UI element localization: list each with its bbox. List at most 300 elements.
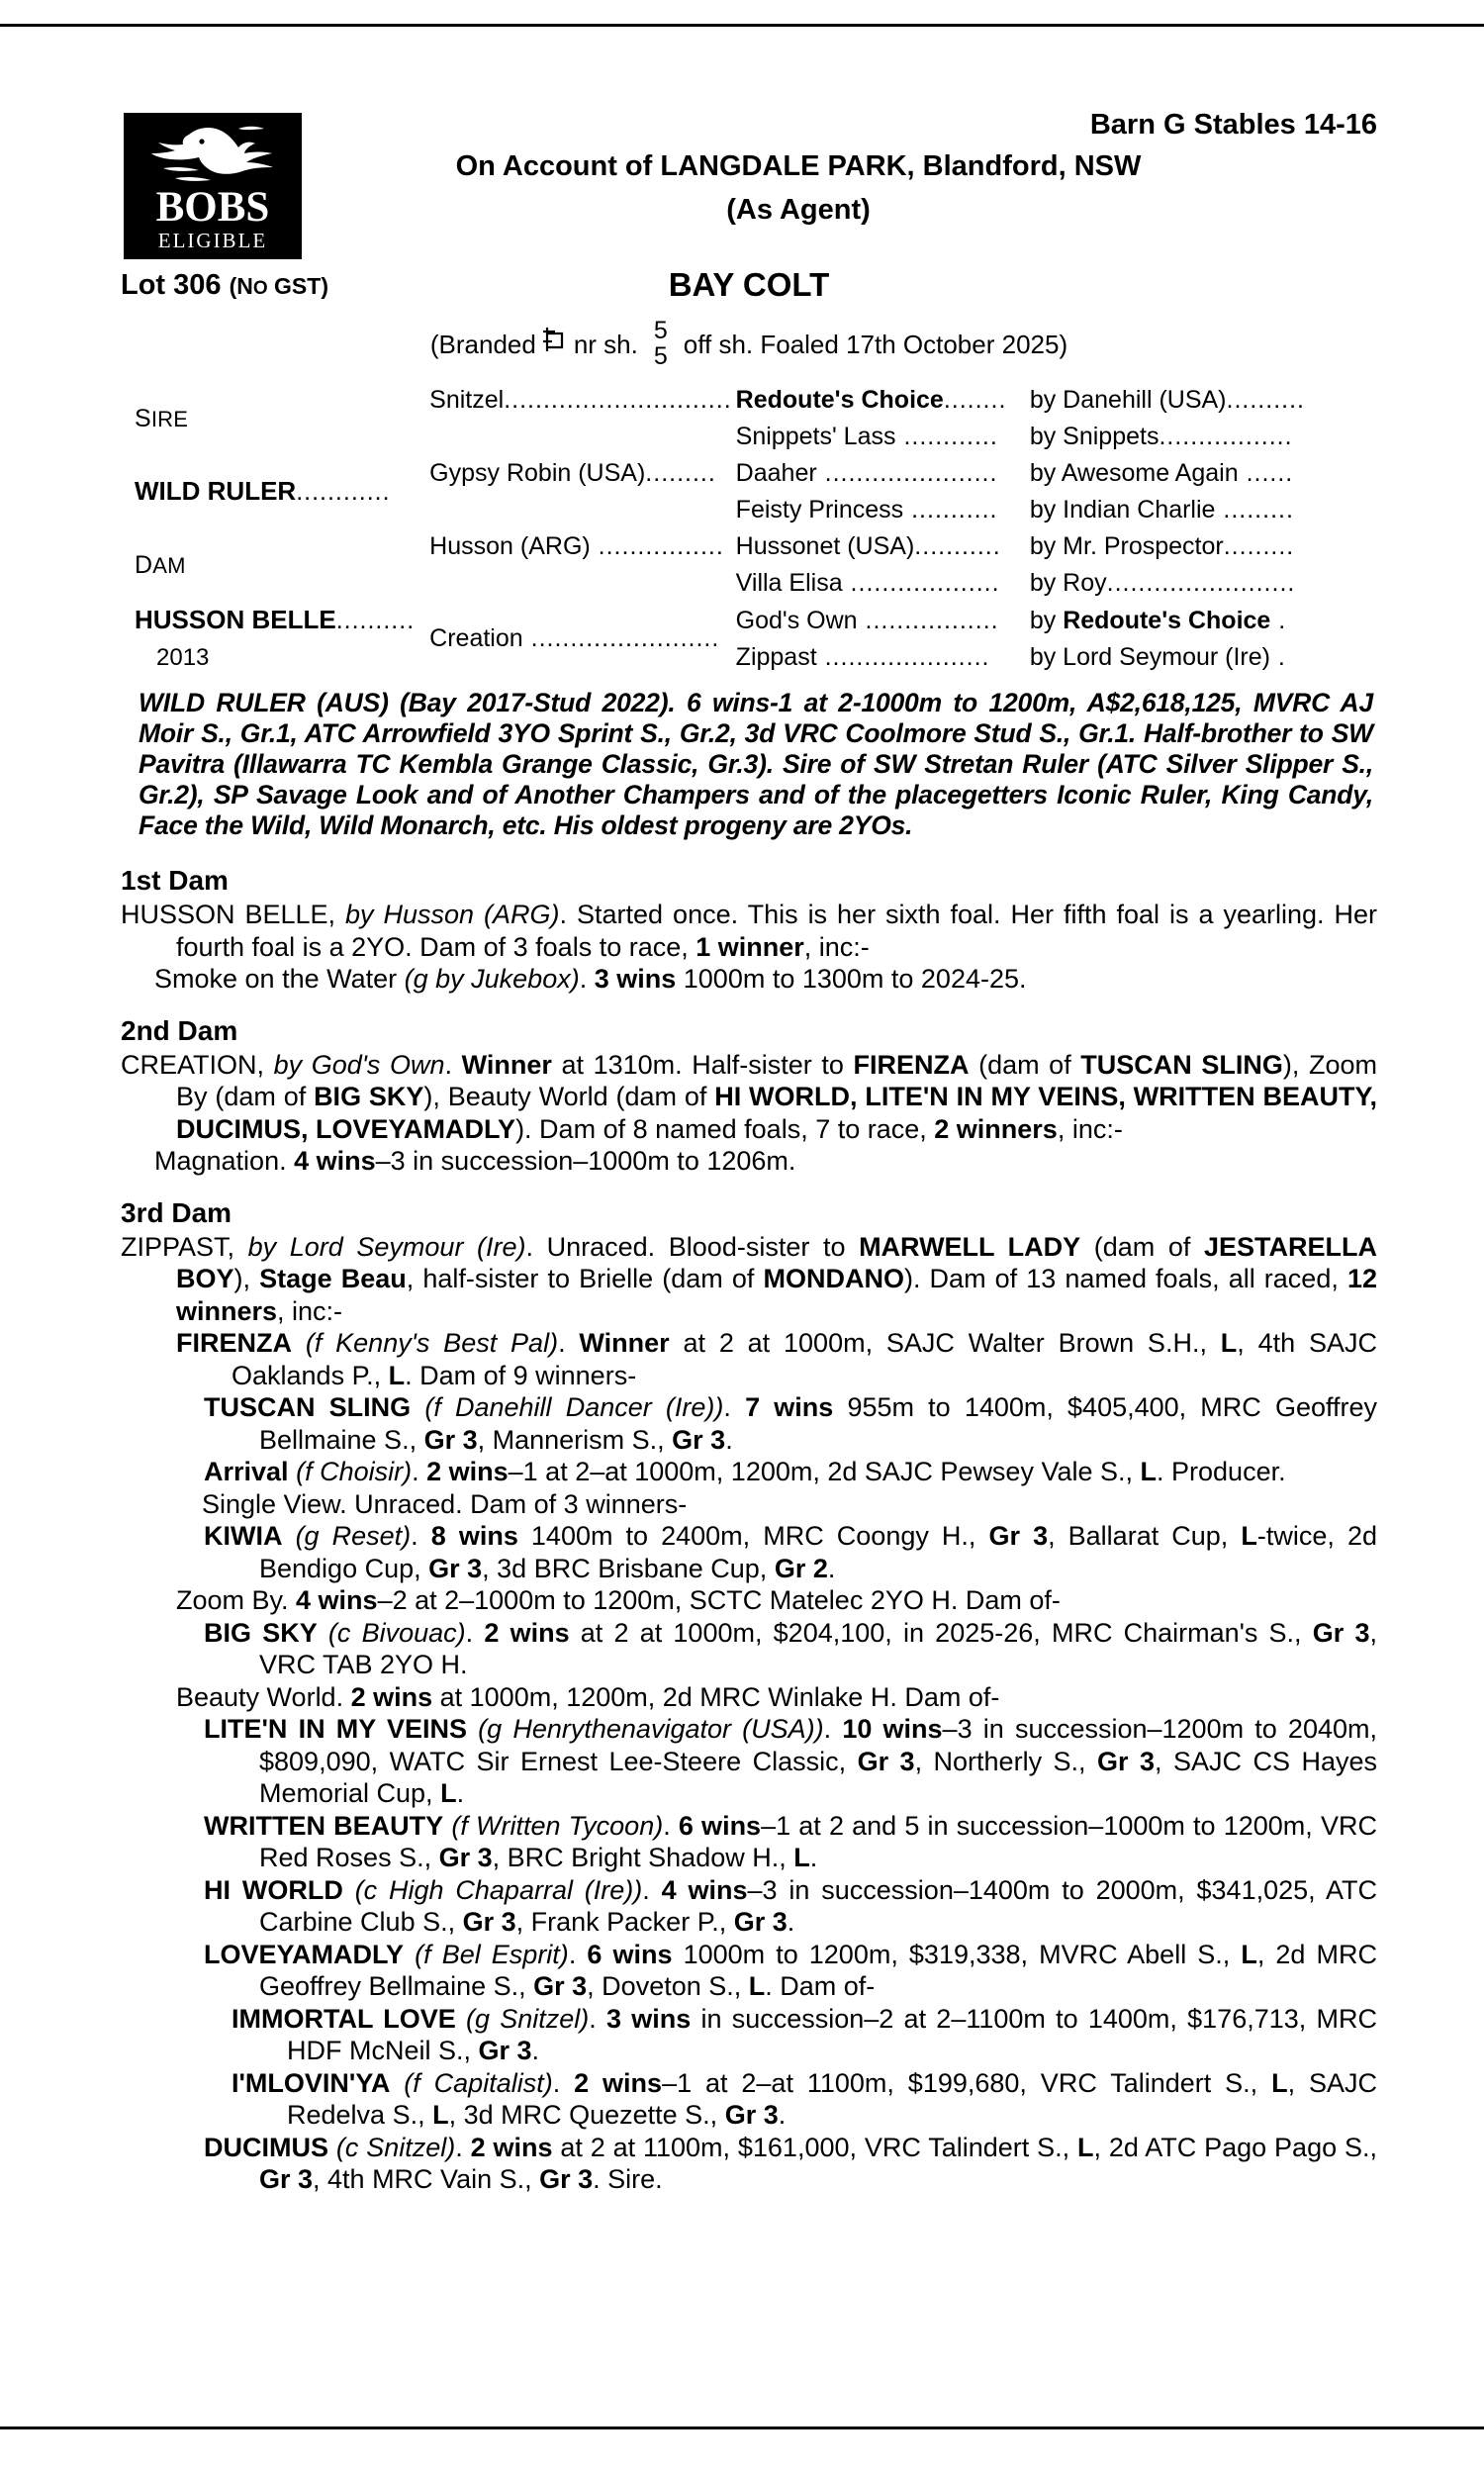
text-run: Gr 3 (259, 2164, 314, 2194)
brand-number-top: 5 (653, 317, 668, 344)
text-run: FIRENZA (176, 1328, 292, 1358)
text-run: by Lord Seymour (Ire) (247, 1231, 526, 1262)
text-run: Gr 3 (1312, 1617, 1370, 1648)
text-run: , 4th MRC Vain S., (313, 2164, 540, 2194)
text-run: –1 at 2–at 1100m, $199,680, VRC Talindert S., (662, 2067, 1272, 2098)
text-run (411, 1392, 424, 1422)
text-run: , SAJC CS Hayes Memorial Cup, (259, 1746, 1378, 1808)
dots: ........ (943, 386, 1007, 414)
brand-number-stack (638, 319, 684, 369)
pedigree-entry (121, 1520, 1377, 1584)
pedigree-entry (121, 1584, 1377, 1617)
pedigree-entry (121, 1488, 1377, 1521)
text-run (390, 2068, 404, 2098)
page-content (121, 95, 1377, 2196)
text-run: CREATION, (121, 1049, 274, 1080)
text-run: Gr 3 (428, 1553, 483, 1583)
text-run: (g by Jukebox) (404, 964, 580, 994)
text-run: . (558, 1328, 580, 1358)
pedigree-entry (121, 899, 1377, 963)
page-header (121, 95, 1377, 265)
text-run: Gr 3 (724, 2100, 779, 2130)
text-run: 2 wins (426, 1457, 509, 1486)
text-run: (f Choisir) (296, 1457, 413, 1486)
text-run: . Producer. (1157, 1457, 1286, 1486)
ggp-by-cell: by Redoute's Choice . (1029, 606, 1287, 634)
dots: ............ (895, 423, 998, 450)
lot-row (121, 266, 1377, 319)
text-run: BIG SKY (314, 1082, 424, 1111)
text-run: (f Bel Esprit) (415, 1939, 569, 1969)
sire-label: SIRE (135, 404, 189, 432)
text-run: Zoom By. (176, 1585, 297, 1615)
text-run: , Doveton S., (587, 1971, 749, 2001)
dots: ........................ (522, 624, 720, 652)
text-run: Gr 3 (478, 2036, 532, 2065)
pedigree-table (121, 382, 1377, 676)
pedigree-entry (121, 1681, 1377, 1714)
text-run: Magnation. (154, 1146, 295, 1176)
text-run: L (1241, 1521, 1257, 1551)
text-run: , Frank Packer P., (515, 1907, 734, 1937)
text-run: . (444, 1049, 462, 1080)
bobs-eligible-logo (124, 113, 302, 259)
pedigree-row (121, 528, 1377, 565)
text-run: . (823, 1714, 843, 1744)
text-run: 6 wins (678, 1810, 762, 1841)
pedigree-entry (121, 1049, 1377, 1146)
pedigree-entry (121, 1810, 1377, 1874)
dots: ..................... (816, 643, 990, 671)
dam-heading: 2nd Dam (121, 1014, 238, 1046)
as-agent-label: (As Agent) (726, 194, 871, 226)
text-run (318, 1618, 328, 1648)
pedigree-entry (121, 1456, 1377, 1488)
dam-sections (121, 865, 1377, 2196)
text-run: ). Dam of 13 named foals, all raced, (903, 1264, 1347, 1293)
ggp-by: by Indian Charlie (1029, 496, 1216, 523)
text-run: 1 winner (696, 931, 804, 962)
text-run: ), Zoom By (dam of (176, 1049, 1377, 1111)
text-run: Smoke on the Water (154, 964, 405, 994)
text-run: –3 in succession–1200m to 2040m, $809,090, WATC Sir Ernest Lee-Steere Classic, (259, 1714, 1377, 1776)
text-run: 2 winners (934, 1113, 1058, 1144)
text-run: Winner (579, 1328, 670, 1358)
ggp-by-cell (1030, 419, 1377, 455)
text-run: L (388, 1360, 406, 1390)
text-run: DUCIMUS (204, 2132, 328, 2162)
text-run: L (1140, 1457, 1158, 1486)
ggp-cell (736, 455, 1030, 492)
pedigree-entry (121, 2067, 1377, 2132)
text-run: . (809, 1843, 818, 1872)
text-run: . Dam of- (765, 1971, 876, 2001)
text-run: Gr 3 (438, 1843, 493, 1872)
ggp-cell (736, 565, 1030, 602)
text-run: 1000m to 1200m, $319,338, MVRC Abell S., (672, 1939, 1242, 1969)
dots: ................ (590, 532, 724, 560)
brand-symbol-icon (536, 325, 574, 360)
text-run: HUSSON BELLE, (121, 900, 346, 929)
text-run: –3 in succession–1000m to 1206m. (375, 1146, 796, 1176)
dots: .......... (335, 607, 416, 634)
text-run (343, 1875, 355, 1905)
sire-name-cell (121, 455, 429, 528)
text-run: L (1241, 1939, 1257, 1969)
dots: ................. (1159, 423, 1293, 450)
text-run: at 2 at 1000m, SAJC Walter Brown S.H., (669, 1328, 1221, 1358)
text-run: –1 at 2–at 1000m, 1200m, 2d SAJC Pewsey Vale S., (508, 1457, 1141, 1486)
text-run: ). Dam of 8 named foals, 7 to race, (515, 1113, 935, 1144)
pedigree-row (121, 455, 1377, 492)
dam-year-cell (121, 639, 429, 676)
text-run: at 2 at 1100m, $161,000, VRC Talindert S., (552, 2132, 1078, 2162)
text-run: ), Beauty World (dam of (423, 1082, 715, 1111)
text-run: . Dam of 9 winners- (405, 1360, 637, 1390)
text-run: . Sire. (593, 2164, 663, 2194)
text-run: , half-sister to Brielle (dam of (406, 1264, 764, 1293)
text-run: (dam of (969, 1049, 1081, 1080)
text-run: . (552, 2067, 575, 2098)
text-run: in succession–2 at 2–1100m to 1400m, $176,713, MRC HDF McNeil S., (287, 2003, 1377, 2065)
text-run: (f Danehill Dancer (Ire)) (424, 1392, 724, 1422)
ggp-by-cell (1030, 455, 1377, 492)
text-run: MARWELL LADY (859, 1231, 1081, 1262)
sire-sire-cell-blank (429, 419, 736, 455)
text-run: 955m to 1400m, $405,400, MRC Geoffrey Bellmaine S., (259, 1392, 1378, 1455)
text-run: (f Capitalist) (404, 2067, 553, 2098)
text-run: . (723, 1392, 746, 1422)
text-run: (f Kenny's Best Pal) (305, 1328, 559, 1358)
ggp-name: Feisty Princess (735, 496, 904, 523)
text-run: Gr 3 (988, 1521, 1049, 1551)
ggp-by-cell (1030, 528, 1377, 565)
dam-label: DAM (135, 550, 186, 579)
sire-sire-cell (429, 382, 736, 419)
text-run (404, 1940, 415, 1969)
text-run: , inc:- (803, 931, 870, 962)
text-run: 3 wins (594, 964, 677, 994)
text-run: L (748, 1971, 766, 2001)
text-run: ), (233, 1264, 260, 1293)
ggp-name: God's Own (735, 606, 858, 634)
text-run: I'MLOVIN'YA (232, 2067, 391, 2098)
ggp-by: by Roy (1029, 569, 1107, 597)
dots: ......... (1223, 532, 1295, 560)
dam-sire-cell-blank (429, 565, 736, 602)
text-run: 1400m to 2400m, MRC Coongy H., (517, 1521, 989, 1551)
text-run: , Northerly S., (914, 1746, 1098, 1776)
dots: ............................. (504, 386, 732, 414)
ggp-cell (736, 602, 1030, 639)
text-run: . (579, 964, 595, 994)
text-run: Gr 3 (539, 2164, 594, 2194)
text-run: (dam of (1080, 1231, 1204, 1262)
ggp-name: Hussonet (USA) (735, 532, 915, 560)
text-run: Gr 3 (1097, 1746, 1156, 1776)
text-run: , Mannerism S., (477, 1424, 673, 1455)
text-run: . (642, 1874, 662, 1905)
text-run: . (827, 1553, 836, 1583)
dots: ................. (857, 606, 999, 634)
text-run: MONDANO (763, 1264, 904, 1293)
text-run: , Ballarat Cup, (1048, 1521, 1242, 1551)
text-run: , 2d ATC Pago Pago S., (1093, 2132, 1377, 2162)
text-run: by Husson (ARG) (345, 900, 560, 929)
text-run: Gr 3 (462, 1907, 516, 1937)
dots: . (1270, 606, 1287, 634)
dots: ........... (903, 496, 998, 523)
bobs-wordmark: BOBS (155, 184, 270, 231)
text-run: (c High Chaparral (Ire)) (354, 1874, 643, 1905)
pedigree-entry (121, 963, 1377, 996)
text-run: . (568, 1939, 588, 1969)
text-run: (f Written Tycoon) (451, 1810, 664, 1841)
text-run: (g Snitzel) (465, 2003, 590, 2034)
colour-and-sex: BAY COLT (668, 266, 830, 303)
ggp-by-bold: Redoute's Choice (1063, 606, 1271, 634)
text-run (328, 2133, 336, 2162)
text-run: 4 wins (294, 1146, 376, 1176)
text-run: Gr 3 (423, 1424, 478, 1455)
text-run: , BRC Bright Shadow H., (492, 1843, 794, 1872)
pedigree-entry (121, 1617, 1377, 1681)
text-run: 6 wins (587, 1939, 673, 1969)
dam-heading: 3rd Dam (121, 1196, 232, 1228)
text-run: . (589, 2003, 606, 2034)
text-run: Gr 3 (672, 1424, 726, 1455)
dots: ......... (1215, 496, 1294, 523)
text-run: . (787, 1907, 795, 1937)
bobs-eligible-label: ELIGIBLE (157, 229, 268, 252)
text-run: –2 at 2–1000m to 1200m, SCTC Matelec 2YO H. Dam of- (377, 1585, 1061, 1615)
text-run: (c Snitzel) (335, 2132, 456, 2162)
pedigree-row (121, 382, 1377, 419)
text-run: Winner (461, 1049, 552, 1080)
text-run: 2 wins (470, 2132, 553, 2162)
gst-note: (NO GST) (229, 273, 328, 299)
text-run: L (1220, 1328, 1238, 1358)
dots: ...................... (816, 459, 998, 487)
bottom-rule (0, 2426, 1484, 2429)
ggp-cell (736, 382, 1030, 419)
text-run: 7 wins (745, 1392, 834, 1422)
text-run: JESTARELLA BOY (176, 1231, 1378, 1293)
text-run: 1000m to 1300m to 2024-25. (676, 964, 1027, 994)
text-run: . Started once. This is her sixth foal. Her fifth foal is a yearling. Her fourth foal is a 2YO. Dam of 3 foals to race, (176, 900, 1378, 962)
text-run: L (432, 2100, 449, 2130)
branded-prefix: (Branded (429, 329, 536, 359)
dam-sire-name: Husson (ARG) (429, 532, 591, 560)
dots: ................... (842, 569, 1000, 597)
text-run: at 1310m. Half-sister to (551, 1049, 854, 1080)
text-run (456, 2004, 466, 2034)
text-run: TUSCAN SLING (204, 1392, 412, 1422)
sire-summary-paragraph: WILD RULER (AUS) (Bay 2017-Stud 2022). 6 wins-1 at 2-1000m to 1200m, A$2,618,125, MVRC AJ Moir S., Gr.1, ATC Arrowfield 3YO Sprint S., Gr.2, 3d VRC Coolmore Stud S., Gr.1. Half-brother to SW Pavitra (Illawarra TC Kembla Grange Classic, Gr.3). Sire of SW Stretan Ruler (ATC Silver Slipper S., Gr.2), SP Savage Look and of Another Champers and of the placegetters Iconic Ruler, King Candy, Face the Wild, Wild Monarch, etc. His oldest progeny are 2YOs. (139, 688, 1373, 840)
text-run: (g Henrythenavigator (USA)) (478, 1714, 824, 1744)
pedigree-entry (121, 2003, 1377, 2067)
text-run: Gr 3 (533, 1971, 588, 2001)
text-run: . (465, 1617, 485, 1648)
sire-dam-name: Gypsy Robin (USA) (429, 459, 646, 487)
text-run: 2 wins (350, 1681, 433, 1712)
text-run: . Unraced. Blood-sister to (525, 1231, 860, 1262)
text-run: L (1077, 2132, 1094, 2162)
pedigree-row (121, 639, 1377, 676)
text-run: Gr 2 (774, 1553, 828, 1583)
ggp-by: by Awesome Again (1029, 459, 1239, 487)
text-run: . (456, 1778, 465, 1808)
text-run: 8 wins (430, 1521, 518, 1551)
text-run: 4 wins (296, 1585, 378, 1615)
pedigree-entry (121, 2132, 1377, 2196)
text-run: Stage Beau (259, 1264, 407, 1293)
text-run: L (440, 1778, 457, 1808)
lot-number: Lot 306 (121, 269, 222, 301)
text-run: 10 wins (842, 1714, 943, 1744)
text-run: L (793, 1843, 810, 1872)
dam-heading: 1st Dam (121, 865, 229, 896)
text-run: , 3d BRC Brisbane Cup, (482, 1553, 775, 1583)
text-run: at 1000m, 1200m, 2d MRC Winlake H. Dam of- (432, 1681, 1000, 1712)
text-run: , VRC TAB 2YO H. (259, 1617, 1377, 1679)
text-run: 3 wins (605, 2003, 692, 2034)
text-run: 12 winners (176, 1264, 1377, 1326)
dots: ........................ (1106, 569, 1296, 597)
text-run: . (531, 2036, 540, 2065)
pedigree-entry (121, 1145, 1377, 1178)
near-side-label: nr sh. (573, 329, 638, 359)
text-run (467, 1714, 478, 1744)
dots: ......... (645, 459, 716, 487)
ggp-by: by Mr. Prospector (1029, 532, 1224, 560)
text-run: , 3d MRC Quezette S., (448, 2100, 725, 2130)
sire-name: WILD RULER (135, 476, 297, 506)
sire-label-cell (121, 382, 429, 455)
ggp-name: Redoute's Choice (735, 386, 944, 414)
text-run: (g Reset) (295, 1521, 412, 1551)
text-run (292, 1328, 306, 1358)
dam-name: HUSSON BELLE (135, 605, 336, 634)
text-run: LITE'N IN MY VEINS (204, 1714, 467, 1744)
text-run: Gr 3 (733, 1907, 788, 1937)
text-run: . (663, 1810, 679, 1841)
brand-mark-icon (543, 325, 567, 354)
ggp-name: Villa Elisa (735, 569, 843, 597)
dam-name-cell (121, 602, 429, 639)
text-run: Gr 3 (857, 1746, 915, 1776)
dots: . (1269, 643, 1286, 671)
text-run: –3 in succession–1400m to 2000m, $341,025, ATC Carbine Club S., (259, 1874, 1377, 1937)
text-run: 4 wins (661, 1874, 748, 1905)
ggp-by-cell (1030, 639, 1377, 676)
dam-label-cell (121, 528, 429, 602)
dam-dam-name: Creation (429, 624, 523, 652)
text-run: IMMORTAL LOVE (232, 2003, 456, 2034)
text-run: (c Bivouac) (327, 1617, 466, 1648)
text-run: , 4th SAJC Oaklands P., (232, 1328, 1377, 1390)
ggp-cell (736, 492, 1030, 528)
dam-dam-cell (429, 602, 736, 676)
ggp-cell (736, 419, 1030, 455)
ggp-cell (736, 528, 1030, 565)
text-run: KIWIA (204, 1521, 283, 1551)
text-run (289, 1457, 297, 1486)
text-run: -twice, 2d Bendigo Cup, (259, 1521, 1377, 1583)
text-run: . (411, 1521, 431, 1551)
text-run: FIRENZA (853, 1049, 970, 1080)
text-run: , SAJC Redelva S., (287, 2067, 1378, 2130)
dam-foaling-year: 2013 (156, 644, 210, 671)
text-run: WRITTEN BEAUTY (204, 1810, 444, 1841)
text-run: TUSCAN SLING (1080, 1049, 1283, 1080)
dam-sire-cell (429, 528, 736, 565)
branded-line (121, 319, 1377, 376)
top-rule (0, 24, 1484, 27)
sire-dam-cell (429, 455, 736, 492)
text-run: . (725, 1424, 733, 1455)
dots: ........... (914, 532, 1001, 560)
text-run: . (412, 1457, 427, 1486)
pedigree-entry (121, 1391, 1377, 1456)
ggp-by-cell (1030, 565, 1377, 602)
ggp-by: by Lord Seymour (Ire) (1029, 643, 1270, 671)
pedigree-entry (121, 1231, 1377, 1328)
pedigree-row (121, 602, 1377, 639)
text-run: HI WORLD, LITE'N IN MY VEINS, WRITTEN BEAUTY, DUCIMUS, LOVEYAMADLY (176, 1082, 1378, 1144)
text-run: Single View. Unraced. Dam of 3 winners- (202, 1488, 688, 1519)
ggp-name: Zippast (735, 643, 817, 671)
text-run: 2 wins (484, 1617, 570, 1648)
on-account-of-label: On Account of LANGDALE PARK, Blandford, NSW (455, 150, 1142, 182)
text-run: HI WORLD (204, 1874, 343, 1905)
dots: .......... (1226, 386, 1305, 414)
text-run: , inc:- (277, 1295, 343, 1326)
ggp-by: by Snippets (1029, 423, 1159, 450)
dots: ...... (1238, 459, 1294, 487)
ggp-by-cell (1030, 492, 1377, 528)
pedigree-entry (121, 1939, 1377, 2003)
text-run: Arrival (204, 1457, 289, 1486)
text-run: , inc:- (1057, 1113, 1123, 1144)
brand-number-bottom: 5 (653, 341, 668, 370)
text-run: BIG SKY (204, 1617, 318, 1648)
pedigree-entry (121, 1713, 1377, 1810)
text-run: . (778, 2100, 787, 2130)
text-run: –1 at 2 and 5 in succession–1000m to 1200m, VRC Red Roses S., (259, 1810, 1377, 1872)
ggp-by: by Danehill (USA) (1029, 386, 1227, 414)
ggp-by-cell (1030, 382, 1377, 419)
sire-sire-name: Snitzel (429, 386, 505, 414)
pedigree-entry (121, 1874, 1377, 1939)
dots: ............ (296, 478, 391, 506)
text-run: LOVEYAMADLY (204, 1939, 405, 1969)
sire-dam-cell-blank (429, 492, 736, 528)
ggp-name: Snippets' Lass (735, 423, 896, 450)
text-run: , 2d MRC Geoffrey Bellmaine S., (259, 1939, 1378, 2001)
barn-stables-label: Barn G Stables 14-16 (1089, 109, 1377, 141)
pedigree-entry (121, 1327, 1377, 1391)
text-run (282, 1521, 295, 1551)
text-run: 2 wins (574, 2067, 663, 2098)
ggp-cell (736, 639, 1030, 676)
text-run: at 2 at 1000m, $204,100, in 2025-26, MRC Chairman's S., (569, 1617, 1313, 1648)
text-run: ZIPPAST, (121, 1231, 248, 1262)
ggp-name: Daaher (735, 459, 817, 487)
text-run: L (1271, 2067, 1288, 2098)
text-run: by God's Own (273, 1049, 445, 1080)
off-side-foaled-label: off sh. Foaled 17th October 2025) (683, 329, 1068, 359)
